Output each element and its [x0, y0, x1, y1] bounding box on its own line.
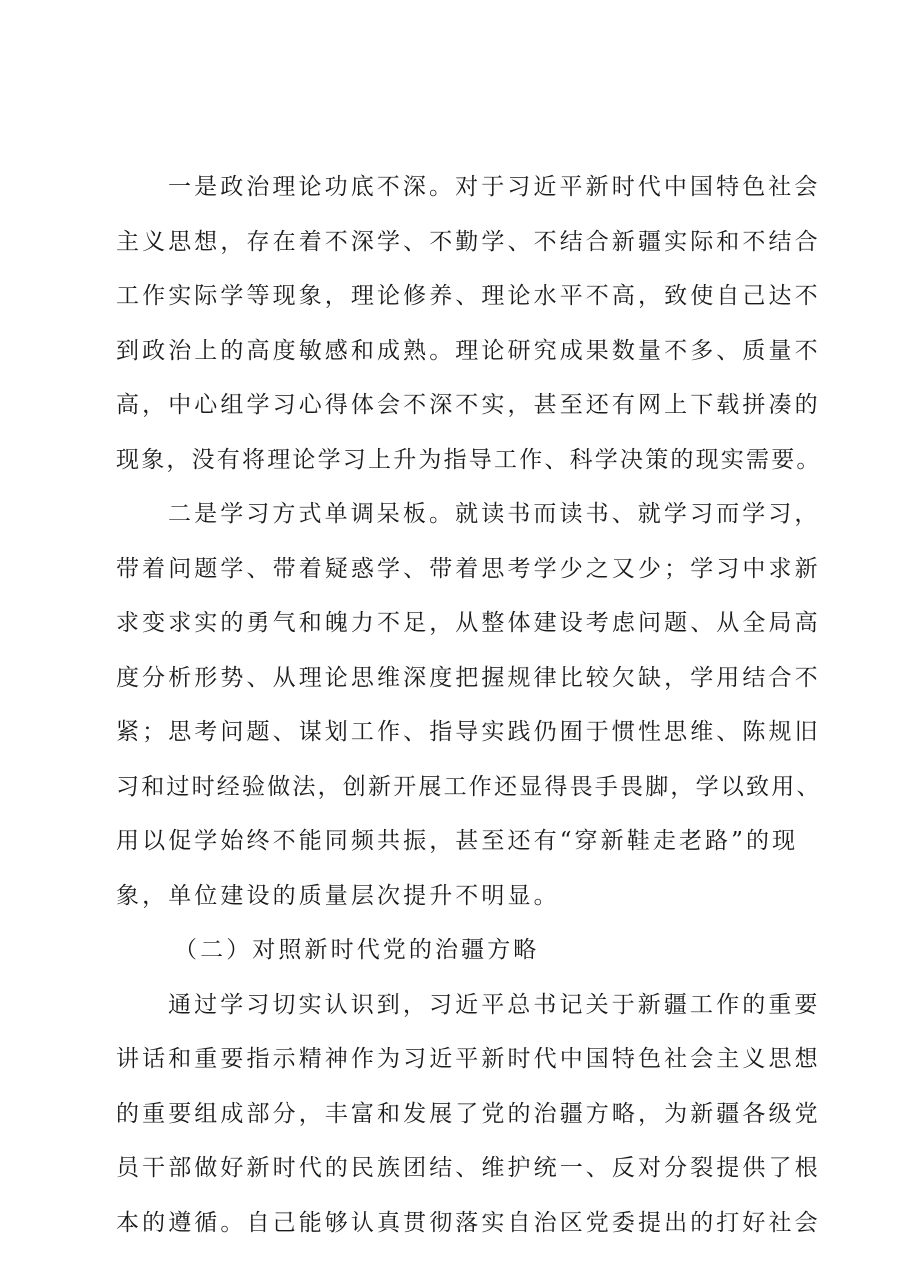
document-body	[116, 160, 822, 1250]
text-line: 二是学习方式单调呆板。就读书而读书、就学习而学习，	[168, 501, 821, 527]
text-line: 讲话和重要指示精神作为习近平新时代中国特色社会主义思想	[116, 1046, 821, 1072]
text-line: 主义思想，存在着不深学、不勤学、不结合新疆实际和不结合	[116, 228, 821, 255]
text-line: 紧；思考问题、谋划工作、指导实践仍囿于惯性思维、陈规旧	[116, 719, 821, 745]
text-line: 员干部做好新时代的民族团结、维护统一、反对分裂提供了根	[116, 1155, 821, 1181]
text-line: 高，中心组学习心得体会不深不实，甚至还有网上下载拼凑的	[116, 392, 821, 418]
text-line: 一是政治理论功底不深。对于习近平新时代中国特色社会	[168, 174, 821, 200]
text-line: 用以促学始终不能同频共振，甚至还有“穿新鞋走老路”的现	[116, 828, 799, 854]
paragraph-study-method	[116, 487, 822, 923]
section-heading: （二）对照新时代党的治疆方略	[174, 937, 540, 963]
paragraph-political-theory	[116, 160, 822, 487]
text-line: 本的遵循。自己能够认真贯彻落实自治区党委提出的打好社会	[116, 1209, 821, 1236]
text-line: 的重要组成部分，丰富和发展了党的治疆方略，为新疆各级党	[116, 1100, 821, 1127]
text-line: 到政治上的高度敏感和成熟。理论研究成果数量不多、质量不	[116, 337, 821, 364]
text-line: 度分析形势、从理论思维深度把握规律比较欠缺，学用结合不	[116, 664, 821, 691]
text-line: 现象，没有将理论学习上升为指导工作、科学决策的现实需要。	[116, 446, 822, 473]
text-line: 带着问题学、带着疑惑学、带着思考学少之又少；学习中求新	[116, 555, 821, 582]
text-line: 习和过时经验做法，创新开展工作还显得畏手畏脚，学以致用、	[116, 773, 822, 800]
text-line: 象，单位建设的质量层次提升不明显。	[116, 882, 560, 909]
paragraph-governance-strategy	[116, 978, 821, 1251]
text-line: 通过学习切实认识到，习近平总书记关于新疆工作的重要	[168, 991, 821, 1018]
text-line: 工作实际学等现象，理论修养、理论水平不高，致使自己达不	[116, 283, 821, 309]
text-line: 求变求实的勇气和魄力不足，从整体建设考虑问题、从全局高	[116, 610, 821, 636]
